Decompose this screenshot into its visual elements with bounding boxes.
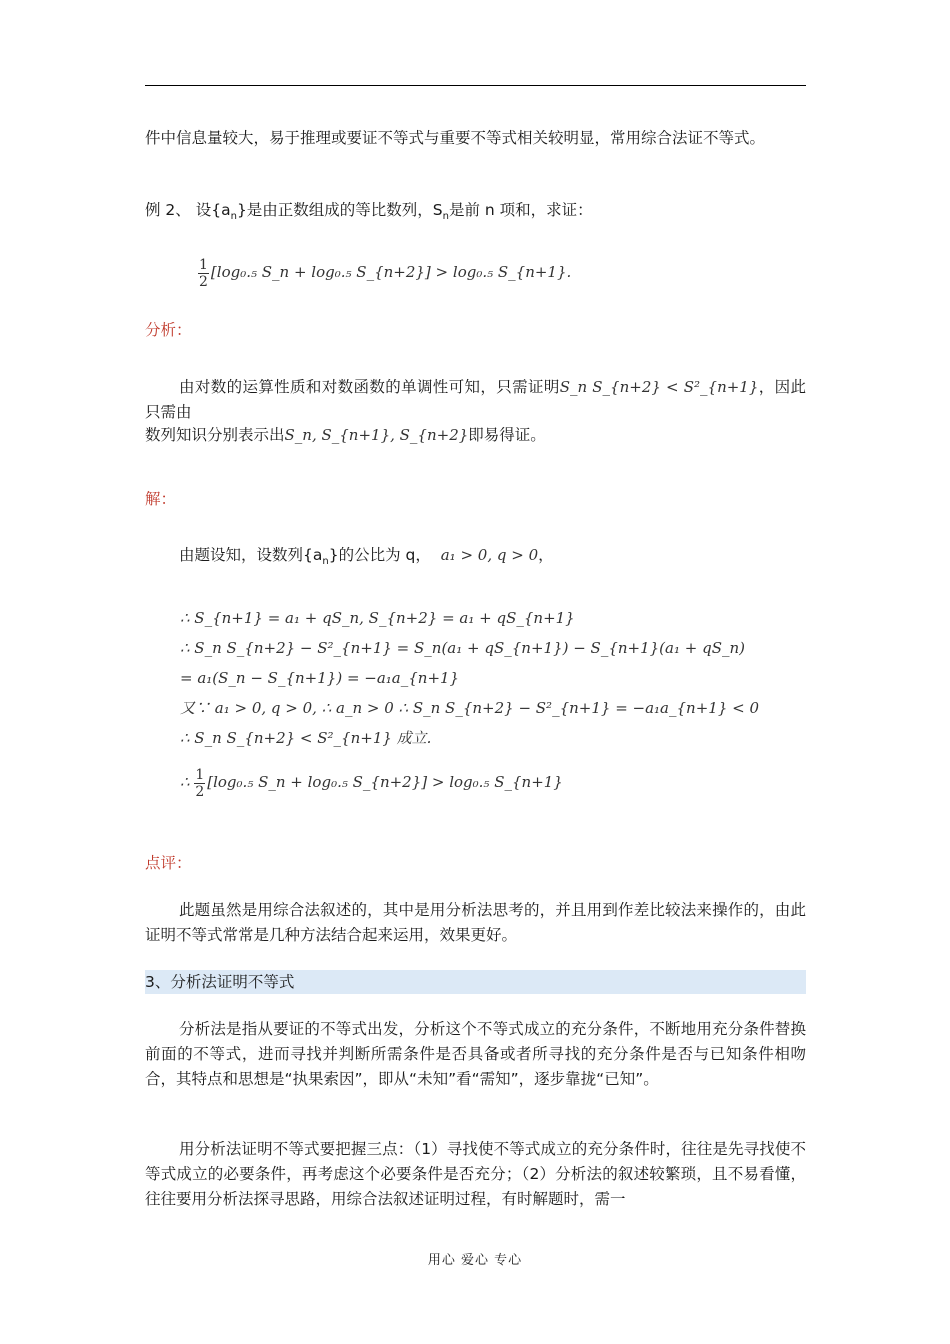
solution-step-4: 又∵ a₁ > 0, q > 0, ∴ a_n > 0 ∴ S_n S_{n+2} − S²_{n+1} = −a₁a_{n+1} < 0 [180,699,760,717]
solution-step-2: ∴ S_n S_{n+2} − S²_{n+1} = S_n(a₁ + qS_{n+1}) − S_{n+1}(a₁ + qS_n) [180,639,745,657]
section-heading: 3、分析法证明不等式 [145,970,806,994]
solution-step-6: ∴ $\frac{1}{2}$ [log₀.₅ S_n + log₀.₅ S_{n+2}] > log₀.₅ S_{n+1} [180,766,563,800]
comment-paragraph: 此题虽然是用综合法叙述的，其中是用分析法思考的，并且用到作差比较法来操作的，由此证明不等式常常是几种方法结合起来运用，效果更好。 [145,901,806,944]
comment-label: 点评： [145,854,192,872]
intro-paragraph: 件中信息量较大，易于推理或要证不等式与重要不等式相关较明显，常用综合法证不等式。 [145,129,766,147]
solution-label: 解： [145,490,177,508]
fraction-half-conclusion: $\frac{1}{2}$ [195,766,205,800]
solution-intro: 由题设知，设数列$\{a_n\}$的公比为 q， a₁ > 0, q > 0， [179,546,554,568]
header-rule [145,85,806,86]
analysis-method-paragraph: 分析法是指从要证的不等式出发，分析这个不等式成立的充分条件，不断地用充分条件替换前面的不等式，进而寻找并判断所需条件是否具备或者所寻找的充分条件是否与已知条件相吻合，其特点和思想是“执果索因”，即从“未知”看“需知”，逐步靠拢“已知”。 [145,1020,806,1088]
solution-step-3: = a₁(S_n − S_{n+1}) = −a₁a_{n+1} [180,669,460,687]
solution-step-5: ∴ S_n S_{n+2} < S²_{n+1} 成立. [180,729,432,747]
claim-formula: $\frac{1}{2}$ [log₀.₅ S_n + log₀.₅ S_{n+2}] > log₀.₅ S_{n+1}. [199,256,572,290]
fraction-half: $\frac{1}{2}$ [199,256,208,290]
analysis-paragraph-line2: 数列知识分别表示出S_n, S_{n+1}, S_{n+2}即易得证。 [145,426,546,444]
example-statement: 例 2、 设$\{a_n\}$是由正数组成的等比数列，$S_n$是前 n 项和，求证： [145,201,593,223]
page-footer: 用心 爱心 专心 [427,1253,523,1268]
analysis-paragraph-line1: 由对数的运算性质和对数函数的单调性可知，只需证明S_n S_{n+2} < S²_{n+1}，因此只需由 [145,378,806,421]
example-label: 例 2、 [145,201,191,219]
analysis-label: 分析： [145,321,192,339]
solution-step-1: ∴ S_{n+1} = a₁ + qS_n, S_{n+2} = a₁ + qS_{n+1} [180,609,575,627]
three-points-paragraph: 用分析法证明不等式要把握三点：（1）寻找使不等式成立的充分条件时，往往是先寻找使不等式成立的必要条件，再考虑这个必要条件是否充分；（2）分析法的叙述较繁琐，且不易看懂，往往要用分析法探寻思路，用综合法叙述证明过程，有时解题时，需一 [145,1140,806,1208]
